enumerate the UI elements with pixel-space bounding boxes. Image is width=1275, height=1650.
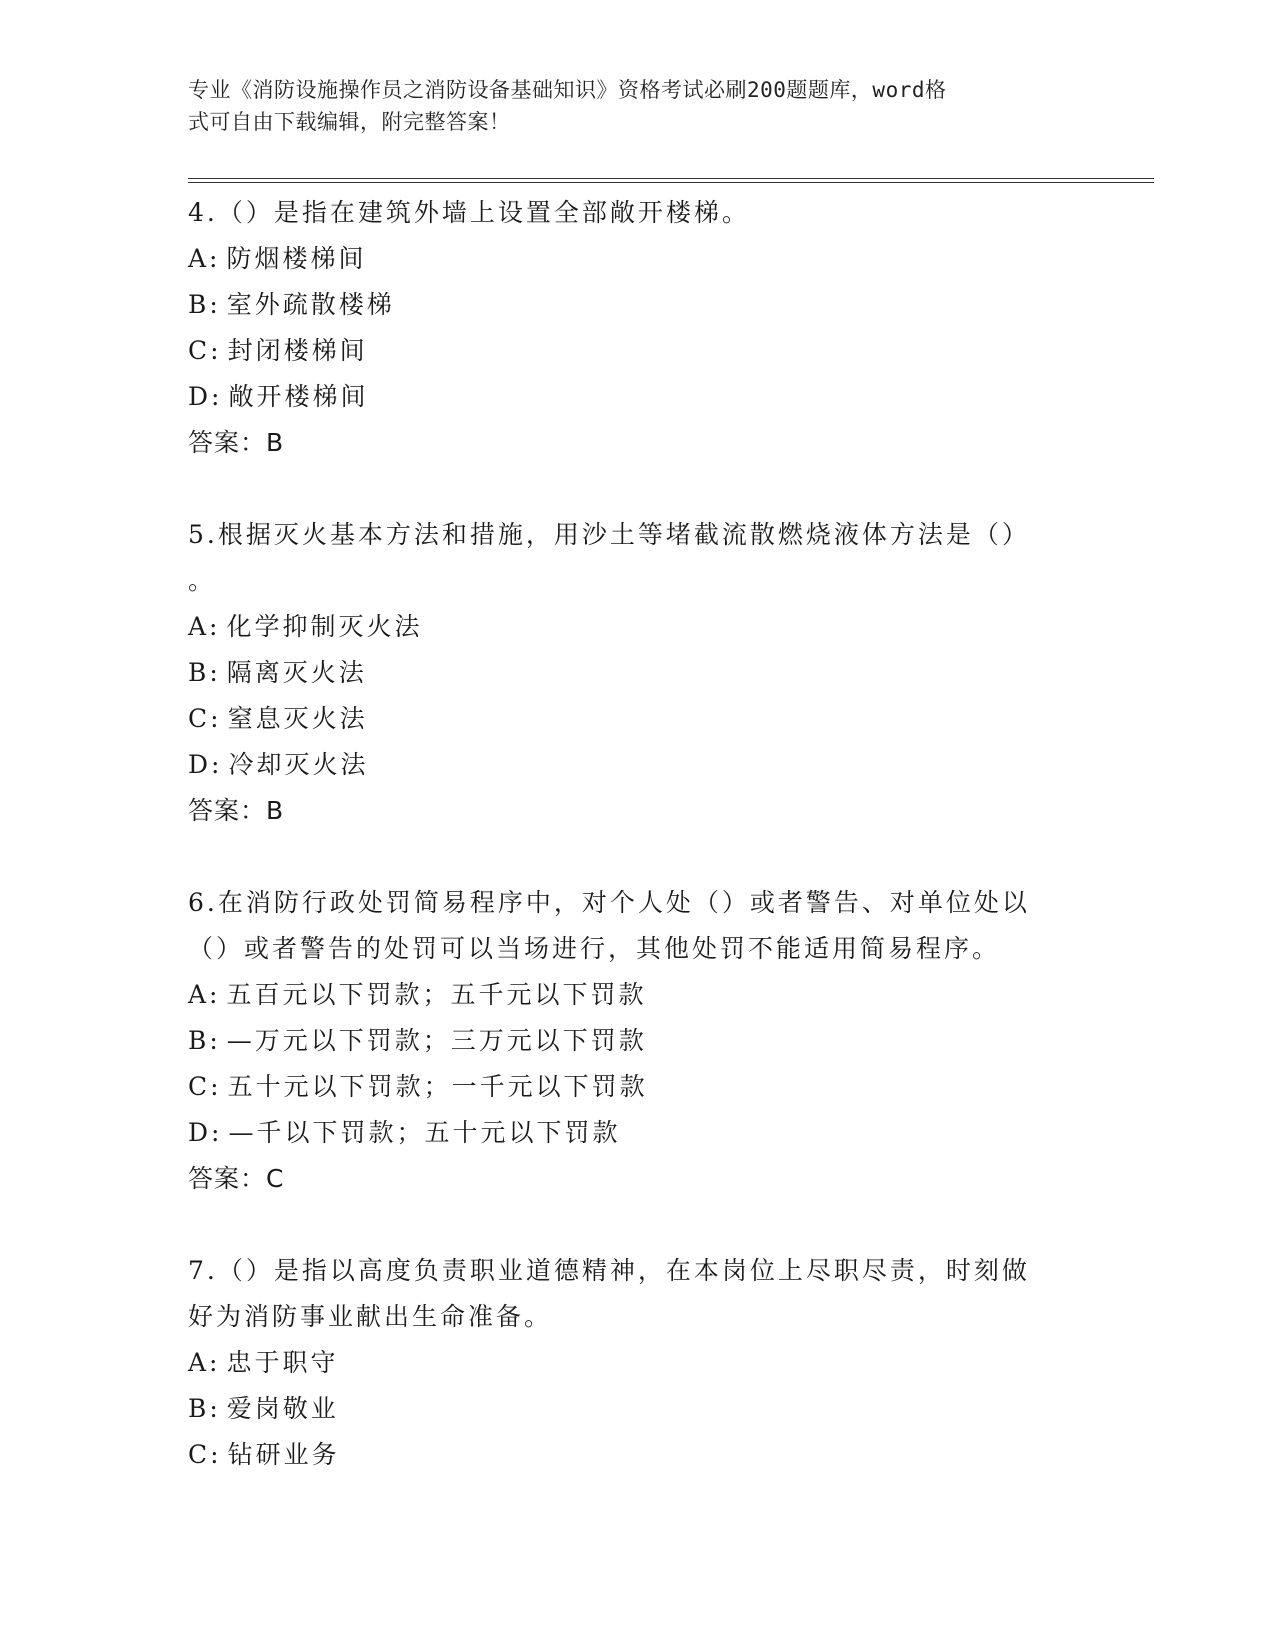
divider-line-top xyxy=(188,178,1154,179)
question-item xyxy=(188,190,1068,466)
question-text-continued: （）或者警告的处罚可以当场进行，其他处罚不能适用简易程序。 xyxy=(188,934,1001,963)
question-item xyxy=(188,880,1068,1202)
option-a xyxy=(188,1340,1068,1386)
option-c xyxy=(188,328,1068,374)
option-key: C: xyxy=(188,1072,222,1101)
option-key: A: xyxy=(188,244,221,273)
question-text: 4.（）是指在建筑外墙上设置全部敞开楼梯。 xyxy=(188,198,750,227)
option-text: —千以下罚款；五十元以下罚款 xyxy=(228,1118,621,1147)
option-key: D: xyxy=(188,750,223,779)
option-c xyxy=(188,1064,1068,1110)
answer-text: 答案：B xyxy=(188,796,285,825)
option-text: —万元以下罚款；三万元以下罚款 xyxy=(226,1026,647,1055)
option-text: 钻研业务 xyxy=(227,1440,340,1469)
header-line-1: 专业《消防设施操作员之消防设备基础知识》资格考试必刷200题题库，word格 xyxy=(188,78,947,102)
question-list xyxy=(188,190,1068,1478)
option-b xyxy=(188,1018,1068,1064)
option-d xyxy=(188,742,1068,788)
option-text: 冷却灭火法 xyxy=(228,750,369,779)
option-key: B: xyxy=(188,1026,221,1055)
answer-text: 答案：B xyxy=(188,428,285,457)
option-text: 化学抑制灭火法 xyxy=(226,612,423,641)
option-text: 五十元以下罚款；一千元以下罚款 xyxy=(227,1072,648,1101)
option-b xyxy=(188,282,1068,328)
option-c xyxy=(188,1432,1068,1478)
option-c xyxy=(188,696,1068,742)
option-text: 忠于职守 xyxy=(226,1348,339,1377)
option-text: 爱岗敬业 xyxy=(226,1394,339,1423)
option-d xyxy=(188,374,1068,420)
question-text: 5.根据灭火基本方法和措施，用沙土等堵截流散燃烧液体方法是（） xyxy=(188,520,1030,549)
option-key: D: xyxy=(188,1118,223,1147)
option-text: 防烟楼梯间 xyxy=(226,244,367,273)
option-d xyxy=(188,1110,1068,1156)
question-item xyxy=(188,512,1068,834)
option-key: C: xyxy=(188,704,222,733)
option-key: C: xyxy=(188,1440,222,1469)
divider-line-bottom xyxy=(188,182,1154,183)
option-key: C: xyxy=(188,336,222,365)
option-b xyxy=(188,650,1068,696)
option-key: A: xyxy=(188,612,221,641)
option-b xyxy=(188,1386,1068,1432)
question-spacer xyxy=(188,1202,1068,1248)
option-text: 敞开楼梯间 xyxy=(228,382,369,411)
option-key: B: xyxy=(188,658,221,687)
question-text: 6.在消防行政处罚简易程序中，对个人处（）或者警告、对单位处以 xyxy=(188,888,1030,917)
answer-text: 答案：C xyxy=(188,1164,285,1193)
option-key: A: xyxy=(188,1348,221,1377)
question-text-continued: 好为消防事业献出生命准备。 xyxy=(188,1302,553,1331)
option-key: D: xyxy=(188,382,223,411)
option-text: 五百元以下罚款；五千元以下罚款 xyxy=(226,980,647,1009)
option-text: 室外疏散楼梯 xyxy=(226,290,395,319)
option-text: 封闭楼梯间 xyxy=(227,336,368,365)
option-text: 隔离灭火法 xyxy=(226,658,367,687)
question-text: 7.（）是指以高度负责职业道德精神，在本岗位上尽职尽责，时刻做 xyxy=(188,1256,1030,1285)
question-spacer xyxy=(188,834,1068,880)
document-header xyxy=(188,74,1068,138)
option-a xyxy=(188,604,1068,650)
option-key: B: xyxy=(188,290,221,319)
option-key: B: xyxy=(188,1394,221,1423)
header-divider xyxy=(188,178,1154,184)
question-text-continued: 。 xyxy=(188,566,217,595)
header-line-2: 式可自由下载编辑，附完整答案！ xyxy=(188,110,511,134)
question-spacer xyxy=(188,466,1068,512)
option-text: 窒息灭火法 xyxy=(227,704,368,733)
option-a xyxy=(188,236,1068,282)
question-item xyxy=(188,1248,1068,1478)
option-key: A: xyxy=(188,980,221,1009)
option-a xyxy=(188,972,1068,1018)
